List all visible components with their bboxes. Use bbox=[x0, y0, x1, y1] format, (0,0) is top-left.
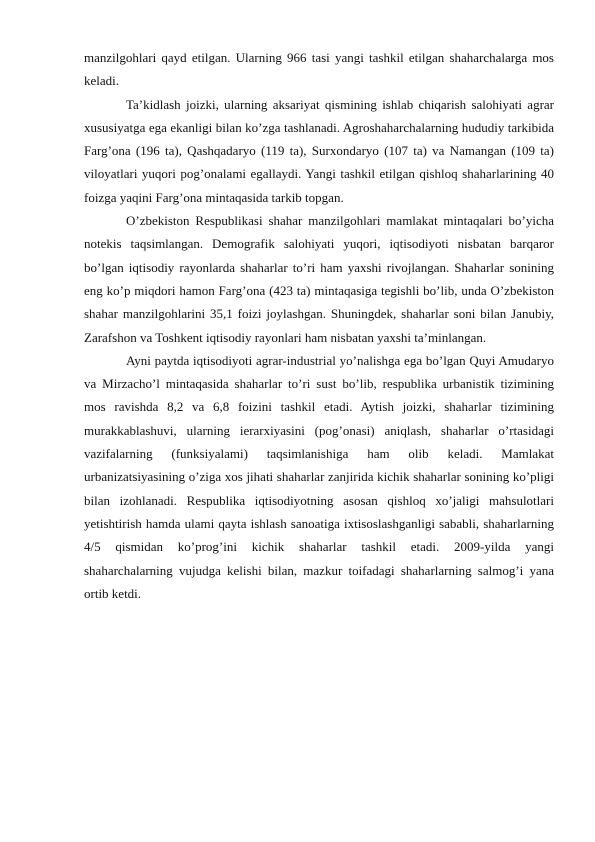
paragraph-agrarian-potential: Ta’kidlash joizki, ularning aksariyat qismining ishlab chiqarish salohiyati agrar xususiyatga ega ekanligi bilan ko’zga tashlanadi. Agroshaharchalarning hududiy tarkibida Farg’ona (196 ta), Qashqadaryo (119 ta), Surxondaryo (107 ta) va Namangan (109 ta) viloyatlari yuqori pog’onalami egallaydi. Yangi tashkil etilgan qishloq shaharlarining 40 foizga yaqini Farg’ona mintaqasida tarkib topgan. bbox=[84, 96, 554, 205]
paragraph-continuation: manzilgohlari qayd etilgan. Ularning 966 tasi yangi tashkil etilgan shaharchalarga mos keladi. bbox=[84, 50, 554, 89]
paragraph-uneven-distribution: O’zbekiston Respublikasi shahar manzilgohlari mamlakat mintaqalari bo’yicha notekis taqsimlangan. Demografik salohiyati yuqori, iqtisodiyoti nisbatan barqaror bo’lgan iqtisodiy rayonlarda shaharlar to’ri ham yaxshi rivojlangan. Shaharlar sonining eng ko’p miqdori hamon Farg’ona (423 ta) mintaqasiga tegishli bo’lib, unda O’zbekiston shahar manzilgohlarini 35,1 foizi joylashgan. Shuningdek, shaharlar soni bilan Janubiy, Zarafshon va Toshkent iqtisodiy rayonlari ham nisbatan yaxshi ta’minlangan. bbox=[84, 213, 554, 345]
paragraph-urban-system: Ayni paytda iqtisodiyoti agrar-industrial yo’nalishga ega bo’lgan Quyi Amudaryo va Mirzacho’l mintaqasida shaharlar to’ri sust bo’lib, respublika urbanistik tizimining mos ravishda 8,2 va 6,8 foizini tashkil etadi. Aytish joizki, shaharlar tizimining murakkablashuvi, ularning ierarxiyasini (pog’onasi) aniqlash, shaharlar o’rtasidagi vazifalarning (funksiyalami) taqsimlanishiga ham olib keladi. Mamlakat urbanizatsiyasining o’ziga xos jihati shaharlar zanjirida kichik shaharlar sonining ko’pligi bilan izohlanadi. Respublika iqtisodiyotning asosan qishloq xo’jaligi mahsulotlari yetishtirish hamda ulami qayta ishlash sanoatiga ixtisoslashganligi sababli, shaharlarning 4/5 qismidan ko’prog’ini kichik shaharlar tashkil etadi. 2009-yilda yangi shaharchalarning vujudga kelishi bilan, mazkur toifadagi shaharlarning salmog’i yana ortib ketdi. bbox=[84, 352, 554, 601]
document-page bbox=[84, 46, 554, 605]
